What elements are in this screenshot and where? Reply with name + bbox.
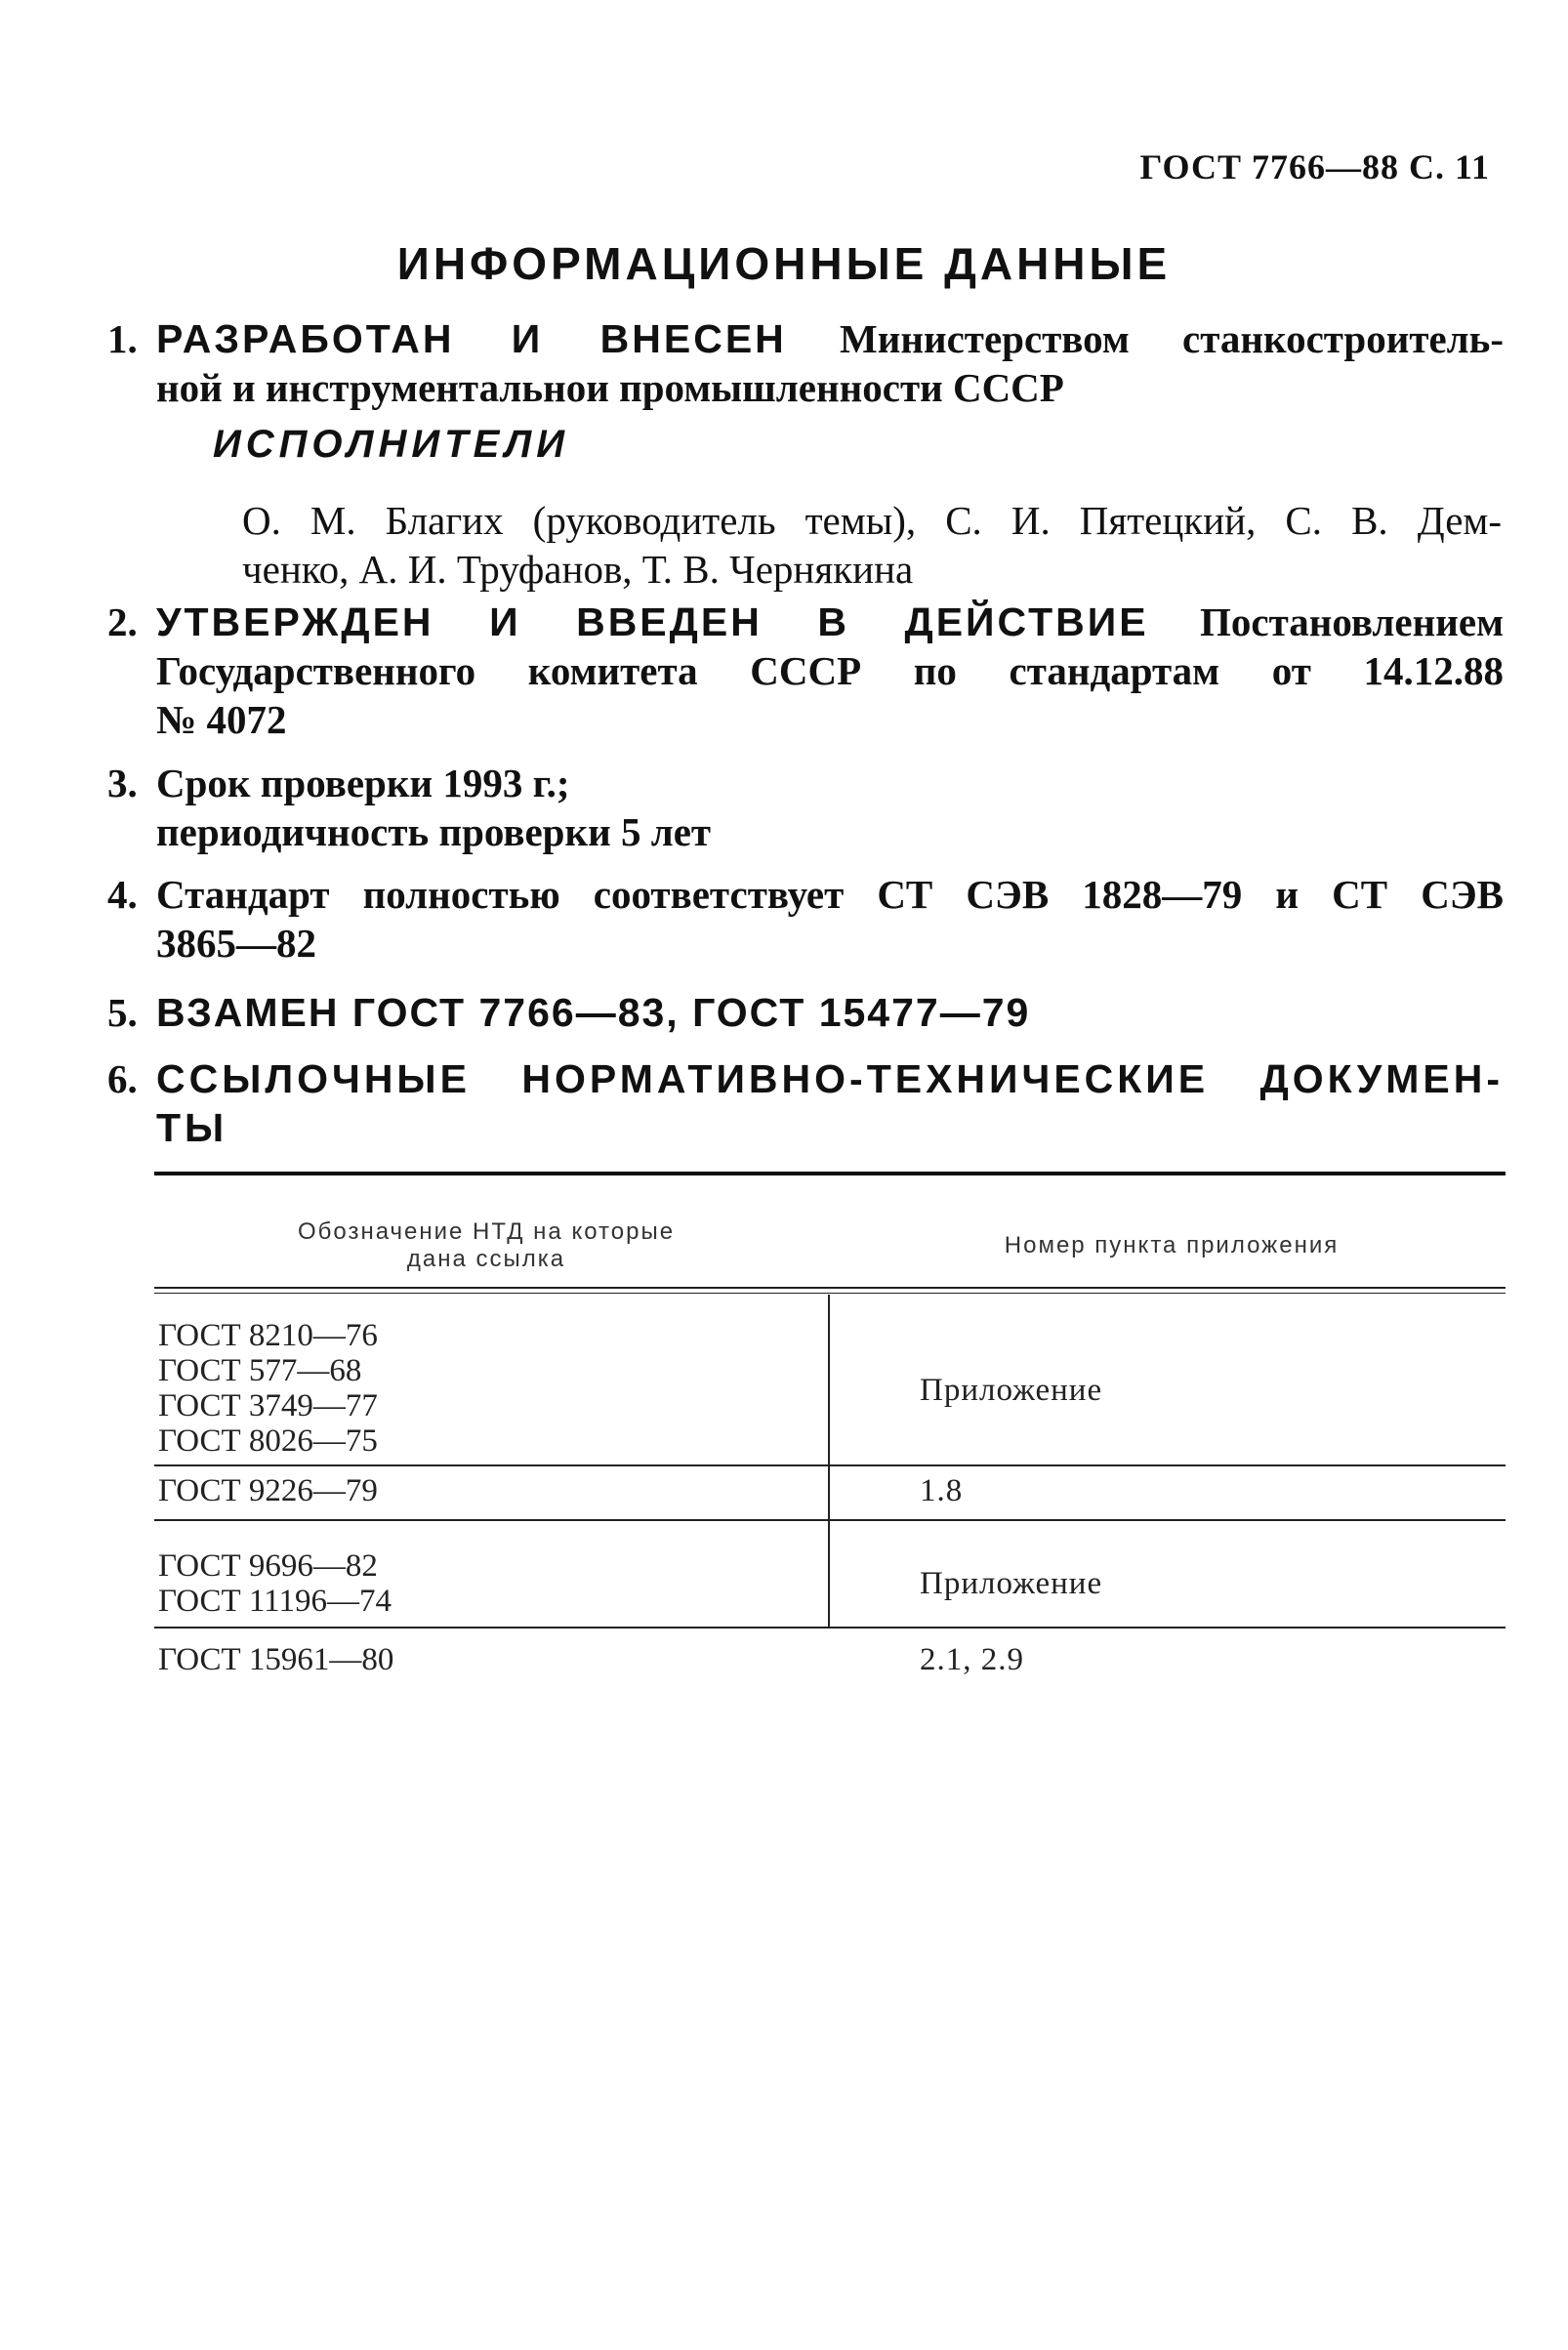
item-continuation: № 4072: [156, 697, 287, 742]
item-number: 5.: [107, 990, 138, 1035]
table-cell-designation: ГОСТ 9696—82 ГОСТ 11196—74: [158, 1548, 392, 1619]
table-top-rule: [154, 1172, 1506, 1175]
table-header-clause: Номер пункта приложения: [1004, 1232, 1340, 1258]
table-header-rule-2: [154, 1293, 1506, 1294]
table-cell-clause: 1.8: [920, 1473, 964, 1508]
executors-line: ченко, А. И. Труфанов, Т. В. Чернякина: [242, 547, 914, 592]
table-header-rule: [154, 1287, 1506, 1289]
table-row-rule: [154, 1627, 1506, 1629]
info-item-3: [107, 759, 1504, 856]
table-cell-designation: ГОСТ 15961—80: [158, 1642, 394, 1677]
item-lead: РАЗРАБОТАН И ВНЕСЕН: [156, 316, 787, 361]
info-item-6: [107, 1054, 1504, 1152]
executors-line: О. М. Благих (руководитель темы), С. И. Пятецкий, С. В. Дем-: [242, 498, 1502, 543]
item-number: 6.: [107, 1056, 138, 1101]
table-row-rule: [154, 1464, 1506, 1466]
item-text: Стандарт полностью соответствует СТ СЭВ 1828—79 и СТ СЭВ: [156, 872, 1504, 917]
item-number: 3.: [107, 761, 138, 805]
item-text: Постановлением: [1148, 599, 1504, 644]
info-item-2: [107, 598, 1504, 744]
executors-heading: ИСПОЛНИТЕЛИ: [213, 423, 569, 466]
item-number: 1.: [107, 316, 138, 361]
table-column-divider: [828, 1295, 830, 1627]
item-continuation: Государственного комитета СССР по стандартам от 14.12.88: [156, 648, 1504, 693]
page-header-doc-ref: ГОСТ 7766—88 С. 11: [1139, 147, 1490, 186]
item-continuation: ТЫ: [156, 1105, 228, 1150]
info-item-5: [107, 988, 1504, 1037]
table-cell-clause: Приложение: [920, 1566, 1103, 1601]
item-continuation: периодичность проверки 5 лет: [156, 809, 712, 854]
table-row-rule: [154, 1519, 1506, 1521]
table-cell-designation: ГОСТ 9226—79: [158, 1473, 378, 1508]
section-title: ИНФОРМАЦИОННЫЕ ДАННЫЕ: [396, 238, 1172, 289]
item-continuation: 3865—82: [156, 921, 316, 966]
item-lead: УТВЕРЖДЕН И ВВЕДЕН В ДЕЙСТВИЕ: [156, 599, 1149, 644]
table-header-designation: Обозначение НТД на которые дана ссылка: [297, 1218, 676, 1272]
table-cell-clause: Приложение: [920, 1373, 1103, 1408]
item-number: 2.: [107, 599, 138, 644]
item-number: 4.: [107, 872, 138, 917]
item-text: ССЫЛОЧНЫЕ НОРМАТИВНО-ТЕХНИЧЕСКИЕ ДОКУМЕН-: [156, 1056, 1504, 1101]
table-cell-designation: ГОСТ 8210—76 ГОСТ 577—68 ГОСТ 3749—77 ГОСТ 8026—75: [158, 1318, 378, 1459]
info-item-4: [107, 870, 1504, 968]
table-cell-clause: 2.1, 2.9: [920, 1642, 1024, 1677]
executors-list: [242, 496, 1502, 594]
item-text: ВЗАМЕН ГОСТ 7766—83, ГОСТ 15477—79: [156, 990, 1031, 1035]
item-text: Срок проверки 1993 г.;: [156, 761, 570, 805]
references-table: [154, 1181, 1506, 1689]
info-item-1: [107, 314, 1505, 412]
item-continuation: ной и инструментальнои промышленности СССР: [156, 365, 1064, 410]
item-text: Министерством станкостроитель-: [786, 316, 1505, 361]
